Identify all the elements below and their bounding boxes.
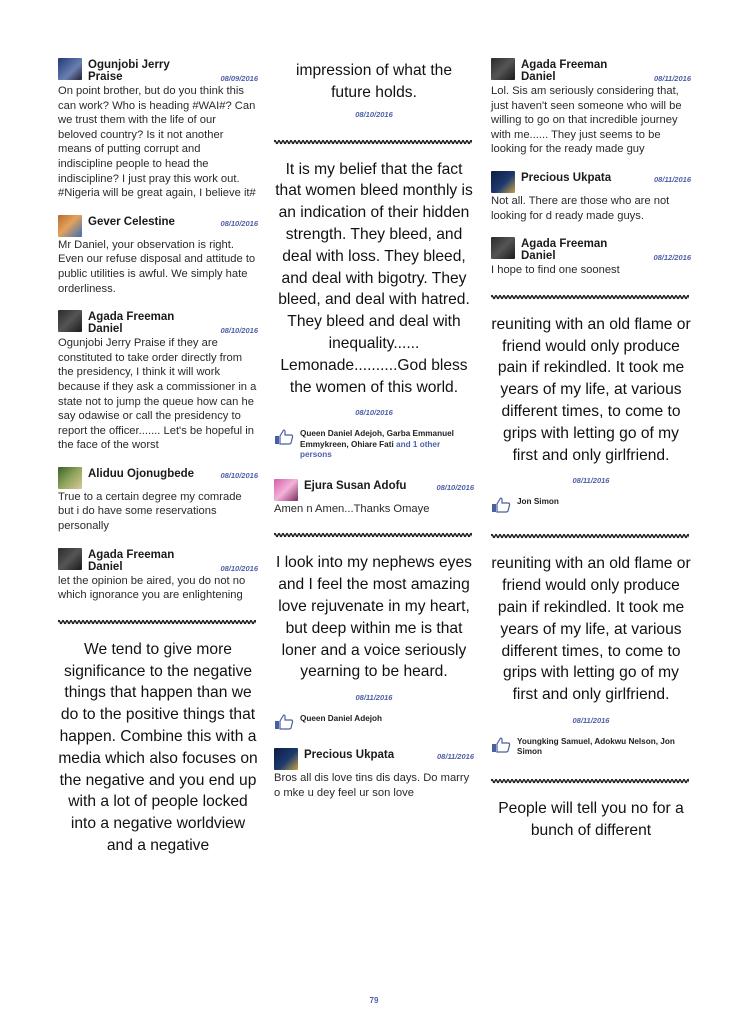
- status-quote-continued: impression of what the future holds.: [295, 62, 452, 101]
- status-quote: reuniting with an old flame or friend would only produce pain if rekindled. It took me years of my life, at various different times, to come to grips with letting go of my first and only girlfriend.: [491, 555, 691, 704]
- page-number: 79: [369, 996, 379, 1005]
- status-quote: We tend to give more significance to the negative things that happen than we do to the positive things that happen. Combine this with a media which also focuses on the negative and you end up with a lot of people locked into a negative worldview and a negative: [58, 640, 258, 855]
- comment: [274, 748, 474, 800]
- thumbs-up-icon[interactable]: [274, 429, 294, 445]
- avatar[interactable]: [274, 479, 298, 501]
- comment-text: Bros all dis love tins dis days. Do marry o mke u dey feel ur son love: [274, 772, 470, 799]
- wavy-line: [274, 530, 472, 540]
- comment-text: Mr Daniel, your observation is right. Even our refuse disposal and attitude to public utilities is awful. We simply hate orderliness.: [58, 238, 256, 295]
- column-2: [274, 60, 474, 814]
- avatar[interactable]: [58, 548, 82, 570]
- status-date: 08/11/2016: [572, 715, 610, 725]
- thumbs-up-icon[interactable]: [491, 497, 511, 513]
- commenter-name[interactable]: Agada Freeman Daniel: [521, 59, 608, 83]
- comment-text: On point brother, but do you think this can work? Who is heading #WAI#? Can we trust them with the life of our beloved country? Is it not another means of putting corrupt and indiscipline people to head the indiscipline? I just pray this work out. #Nigeria will be great again, I believe it#: [58, 85, 256, 200]
- comment-text: True to a certain degree my comrade but i do have some reservations personally: [58, 490, 242, 533]
- wavy-line: [491, 531, 689, 541]
- comment-date: 08/12/2016: [653, 253, 691, 263]
- comment-list: [58, 58, 258, 603]
- wavy-line: [491, 292, 689, 302]
- comment-text: Lol. Sis am seriously considering that, just haven't seen someone who will be willing to go on that incredible journey with me...... They just seems to be looking for the ready made guy: [491, 85, 682, 156]
- commenter-name[interactable]: Gever Celestine: [88, 215, 175, 228]
- likes-text[interactable]: Youngking Samuel, Adokwu Nelson, Jon Simon: [517, 736, 675, 757]
- comment-date: 08/10/2016: [220, 470, 258, 480]
- likes-row: [274, 429, 474, 461]
- comment-header: [58, 310, 258, 335]
- comment: [58, 58, 258, 201]
- comment: [58, 310, 258, 453]
- status-date: 08/10/2016: [355, 408, 393, 418]
- comment-meta: [88, 215, 258, 228]
- wavy-divider: [274, 530, 474, 540]
- comment-header: [58, 548, 258, 573]
- commenter-name[interactable]: Ogunjobi Jerry Praise: [88, 59, 170, 83]
- status-date: 08/10/2016: [355, 109, 393, 119]
- comment: [58, 467, 258, 534]
- wavy-divider: [274, 137, 474, 147]
- comment-header: [491, 237, 691, 262]
- comment-meta: [88, 310, 258, 335]
- comment-header: [58, 467, 258, 489]
- comment-meta: [88, 58, 258, 83]
- comment-header: [274, 748, 474, 770]
- status-date: 08/11/2016: [572, 476, 610, 486]
- status-quote: It is my belief that the fact that women bleed monthly is an indication of their hidden strength. They bleed, and deal with loss. They bleed, and deal with bigotry. They bleed, and deal with hatred. They bleed and deal with inequality...... Lemonade..........God bless the women of this world.: [275, 160, 473, 396]
- comment-date: 08/10/2016: [220, 326, 258, 336]
- comment-text: Ogunjobi Jerry Praise if they are constituted to take order directly from the presidency, I think it will work because if they ask a commissioner in a state not to jump the queue how can he say odawise or call the presidency to report the officer....... Let's be hopeful in the face of the worst: [58, 337, 257, 452]
- comment-date: 08/11/2016: [654, 174, 691, 184]
- likes-text[interactable]: Jon Simon: [517, 497, 559, 507]
- wavy-line: [491, 776, 689, 786]
- avatar[interactable]: [491, 58, 515, 80]
- likes-text[interactable]: Queen Daniel Adejoh: [300, 714, 383, 724]
- likes-names: Queen Daniel Adejoh, Garba Emmanuel Emmykreen, Ohiare Fati: [300, 429, 454, 449]
- comment-meta: [521, 58, 691, 83]
- column-1: [58, 58, 258, 857]
- commenter-name[interactable]: Ejura Susan Adofu: [304, 479, 407, 492]
- comment-date: 08/11/2016: [437, 752, 474, 762]
- comment: [274, 748, 474, 800]
- thumbs-up-icon[interactable]: [274, 714, 294, 730]
- comment-header: [491, 171, 691, 193]
- thumbs-up-icon[interactable]: [491, 737, 511, 753]
- comment-date: 08/10/2016: [220, 563, 258, 573]
- avatar[interactable]: [491, 171, 515, 193]
- comment-meta: [304, 479, 474, 492]
- comment-meta: [88, 548, 258, 573]
- comment: [58, 215, 258, 296]
- commenter-name[interactable]: Precious Ukpata: [304, 749, 395, 762]
- comment-text: I hope to find one soonest: [491, 264, 620, 277]
- comment-meta: [304, 748, 474, 761]
- commenter-name[interactable]: Aliduu Ojonugbede: [88, 467, 195, 480]
- comment-meta: [521, 237, 691, 262]
- status-quote: I look into my nephews eyes and I feel the most amazing love rejuvenate in my heart, but deep within me is that loner and a voice seriously yearning to be heard.: [276, 554, 472, 681]
- comment-date: 08/10/2016: [436, 482, 474, 492]
- comment-header: [491, 58, 691, 83]
- comment-text: Not all. There are those who are not looking for d ready made guys.: [491, 194, 670, 222]
- wavy-line: [274, 137, 472, 147]
- wavy-divider: [58, 617, 258, 627]
- likes-more-link[interactable]: and 1 other persons: [300, 439, 441, 460]
- comment-header: [274, 479, 474, 501]
- comment: [58, 548, 258, 603]
- comment: [274, 479, 474, 517]
- comment: [491, 171, 691, 223]
- comment-date: 08/09/2016: [220, 74, 258, 83]
- comment-header: [58, 58, 258, 83]
- comment-list: [491, 58, 691, 278]
- comment-meta: [521, 171, 691, 184]
- status-date: 08/11/2016: [355, 693, 393, 703]
- avatar[interactable]: [58, 310, 82, 332]
- wavy-divider: [491, 531, 691, 541]
- comment-header: [58, 215, 258, 237]
- status-quote: reuniting with an old flame or friend would only produce pain if rekindled. It took me years of my life, at various different times, to come to grips with letting go of my first and only girlfriend.: [491, 315, 691, 464]
- wavy-divider: [491, 776, 691, 786]
- comment-meta: [88, 467, 258, 480]
- comment: [491, 237, 691, 278]
- likes-row: [491, 737, 691, 758]
- column-3: [491, 58, 691, 842]
- status-quote: People will tell you no for a bunch of different: [498, 799, 684, 839]
- avatar[interactable]: [58, 58, 82, 80]
- comment-text: Amen n Amen...Thanks Omaye: [274, 502, 430, 515]
- wavy-line: [58, 617, 256, 627]
- commenter-name[interactable]: Agada Freeman Daniel: [88, 548, 175, 573]
- avatar[interactable]: [58, 467, 82, 489]
- avatar[interactable]: [491, 237, 515, 259]
- comment-text: let the opinion be aired, you do not no which ignorance you are enlightening: [58, 574, 246, 602]
- commenter-name[interactable]: Agada Freeman Daniel: [521, 238, 608, 263]
- avatar[interactable]: [58, 215, 82, 237]
- avatar[interactable]: [274, 748, 298, 770]
- likes-row: [491, 497, 691, 513]
- comment: [274, 479, 474, 517]
- commenter-name[interactable]: Agada Freeman Daniel: [88, 311, 175, 336]
- comment-date: 08/10/2016: [220, 218, 258, 228]
- likes-text[interactable]: [300, 429, 474, 461]
- comment-date: 08/11/2016: [654, 74, 691, 83]
- commenter-name[interactable]: Precious Ukpata: [521, 171, 612, 184]
- likes-row: [274, 714, 474, 730]
- comment: [491, 58, 691, 157]
- wavy-divider: [491, 292, 691, 302]
